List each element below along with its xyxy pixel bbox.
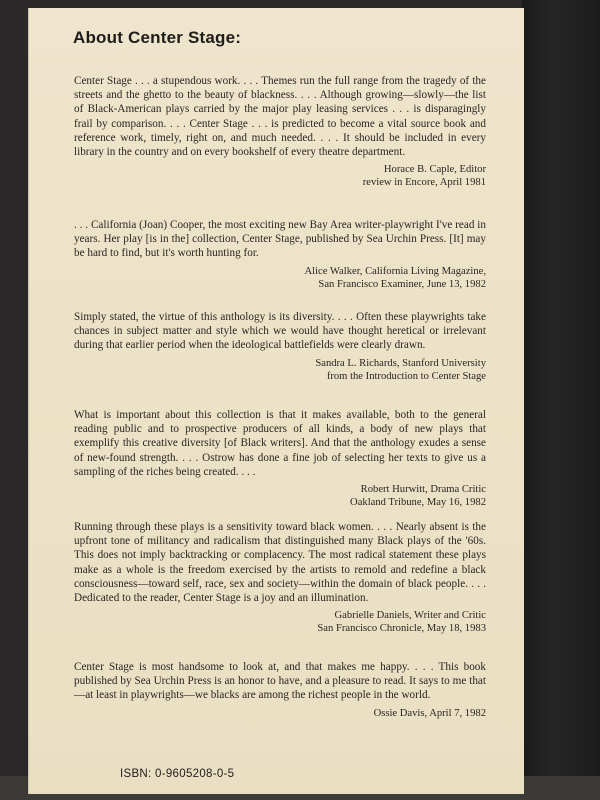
back-cover: [28, 8, 524, 794]
attribution-line: Oakland Tribune, May 16, 1982: [350, 497, 486, 509]
review-quote: . . . California (Joan) Cooper, the most exciting new Bay Area writer-playwright I've read in years. Her play [is in the] collection, Center Stage, published by Sea Urchin Press. [It] may be hard to find, but it's worth hunting for.: [74, 219, 486, 260]
review-hurwitt: [74, 408, 486, 509]
attribution-line: review in Encore, April 1981: [362, 177, 486, 189]
attribution-line: Ossie Davis, April 7, 1982: [373, 707, 486, 719]
attribution-line: Sandra L. Richards, Stanford University: [315, 357, 486, 369]
attribution-line: Robert Hurwitt, Drama Critic: [360, 484, 486, 496]
review-attribution: [74, 707, 486, 720]
review-quote: Running through these plays is a sensitivity toward black women. . . . Nearly absent is the upfront tone of militancy and radicalism that distinguished many Black plays of the '60s. This does not imply backtracking or complacency. The most radical statement these plays make as a whole is the freedom exercised by the artists to remold and redefine a black consciousness—toward self, race, sex and society—within the domain of black people. . . . Dedicated to the reader, Center Stage is a joy and an illumination.: [74, 521, 486, 605]
review-attribution: [74, 609, 486, 635]
attribution-line: Gabrielle Daniels, Writer and Critic: [334, 610, 486, 622]
attribution-line: Horace B. Caple, Editor: [383, 164, 486, 176]
review-quote: Center Stage . . . a stupendous work. . . . Themes run the full range from the tragedy of the streets and the ghetto to the beauty of blackness. . . . Although growing—slowly—the list of Black-American plays carried by the major play leasing services . . . is disparagingly frail by comparison. . . . Center Stage . . . is predicted to become a vital source book and reference work, timely, right on, and much needed. . . . It should be included in every library in the country and on every bookshelf of every theatre department.: [74, 75, 486, 159]
review-davis: [74, 660, 486, 720]
review-attribution: [74, 265, 486, 291]
review-daniels: [74, 520, 486, 635]
attribution-line: Alice Walker, California Living Magazine,: [304, 265, 486, 277]
review-quote: What is important about this collection is that it makes available, both to the general reading public and to prospective producers of all kinds, a body of new plays that exemplify this creative diversity [of Black writers]. And that the anthology exudes a sense of new-found strength. . . . Ostrow has done a fine job of selecting her texts to give us a sampling of the riches being created. . . .: [74, 409, 486, 478]
review-attribution: [74, 357, 486, 383]
attribution-line: from the Introduction to Center Stage: [326, 370, 486, 382]
attribution-line: San Francisco Chronicle, May 18, 1983: [317, 623, 486, 635]
review-walker: [74, 218, 486, 291]
review-attribution: [74, 163, 486, 189]
review-caple: [74, 74, 486, 189]
isbn-number: ISBN: 0-9605208-0-5: [120, 768, 235, 780]
review-attribution: [74, 483, 486, 509]
book-spine: [522, 0, 600, 800]
review-richards: [74, 310, 486, 383]
review-quote: Center Stage is most handsome to look at, and that makes me happy. . . . This book published by Sea Urchin Press is an honor to have, and a pleasure to read. It says to me that—at least in playwrights—we blacks are among the richest people in the world.: [74, 661, 486, 702]
review-quote: Simply stated, the virtue of this anthology is its diversity. . . . Often these playwrights take chances in subject matter and style which we would have thought heretical or irrelevant during that earlier period when the ideological battlefields were clearly drawn.: [74, 311, 486, 352]
cover-heading: About Center Stage:: [73, 28, 242, 47]
attribution-line: San Francisco Examiner, June 13, 1982: [318, 278, 486, 290]
